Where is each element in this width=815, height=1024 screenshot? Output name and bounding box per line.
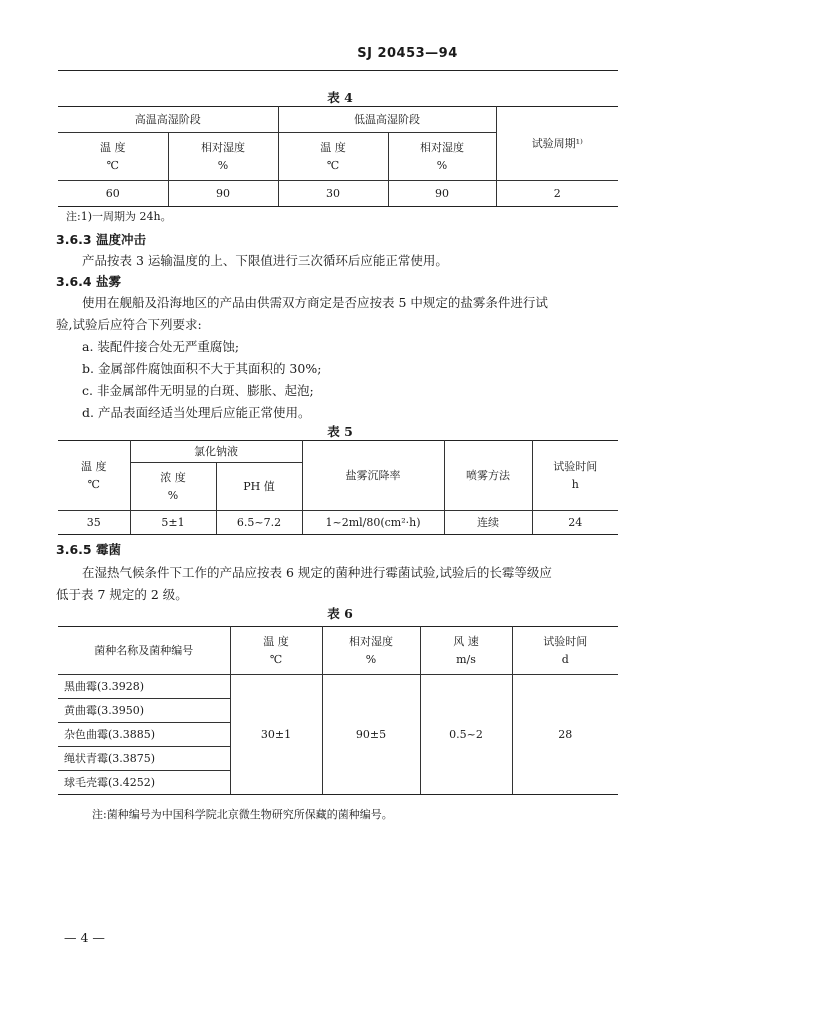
section-3-6-5-text2: 低于表 7 规定的 2 级。 xyxy=(56,587,188,602)
t6-time-header: 试验时间 d xyxy=(512,627,618,675)
t5-ph-header: PH 值 xyxy=(216,463,302,511)
t4-cell: 90 xyxy=(168,181,278,207)
t4-cell: 90 xyxy=(388,181,496,207)
t5-cell: 6.5~7.2 xyxy=(216,511,302,535)
t5-cell: 35 xyxy=(58,511,130,535)
table-4 xyxy=(58,106,618,207)
t5-conc-header: 浓 度 % xyxy=(130,463,216,511)
t5-time-header: 试验时间 h xyxy=(532,441,618,511)
t6-rh-header: 相对湿度 % xyxy=(322,627,420,675)
t4-cell: 60 xyxy=(58,181,168,207)
t5-rate-header: 盐雾沉降率 xyxy=(302,441,444,511)
section-3-6-4-text1: 使用在舰船及沿海地区的产品由供需双方商定是否应按表 5 中规定的盐雾条件进行试 xyxy=(82,295,548,310)
t5-cell: 连续 xyxy=(444,511,532,535)
section-3-6-4-text2: 验,试验后应符合下列要求: xyxy=(56,317,202,332)
t4-rh2-header: 相对湿度 % xyxy=(388,133,496,181)
t4-cell: 2 xyxy=(496,181,618,207)
t5-cell: 24 xyxy=(532,511,618,535)
table5-caption: 表 5 xyxy=(327,424,353,439)
t6-time-cell: 28 xyxy=(512,675,618,795)
section-3-6-5-title: 3.6.5 霉菌 xyxy=(56,542,121,557)
t5-cell: 1~2ml/80(cm²·h) xyxy=(302,511,444,535)
table4-caption: 表 4 xyxy=(327,90,353,105)
list-item: d. 产品表面经适当处理后应能正常使用。 xyxy=(82,405,311,420)
t4-temp2-header: 温 度 ℃ xyxy=(278,133,388,181)
table4-note: 注:1)一周期为 24h。 xyxy=(66,210,172,223)
table6-note: 注:菌种编号为中国科学院北京微生物研究所保藏的菌种编号。 xyxy=(92,808,393,821)
section-3-6-4-title: 3.6.4 盐雾 xyxy=(56,274,121,289)
t6-wind-header: 风 速 m/s xyxy=(420,627,512,675)
t4-period-header: 试验周期¹⁾ xyxy=(496,107,618,181)
t4-group-low: 低温高湿阶段 xyxy=(278,107,496,133)
t5-method-header: 喷雾方法 xyxy=(444,441,532,511)
t6-species-cell: 绳状青霉(3.3875) xyxy=(58,747,230,771)
t6-species-cell: 杂色曲霉(3.3885) xyxy=(58,723,230,747)
t5-cell: 5±1 xyxy=(130,511,216,535)
t6-temp-cell: 30±1 xyxy=(230,675,322,795)
t6-rh-cell: 90±5 xyxy=(322,675,420,795)
t4-rh1-header: 相对湿度 % xyxy=(168,133,278,181)
standard-number: SJ 20453—94 xyxy=(357,46,458,61)
table-6 xyxy=(58,626,618,795)
t4-temp1-header: 温 度 ℃ xyxy=(58,133,168,181)
list-item: c. 非金属部件无明显的白斑、膨胀、起泡; xyxy=(82,383,314,398)
t6-species-cell: 黑曲霉(3.3928) xyxy=(58,675,230,699)
t5-nacl-header: 氯化钠液 xyxy=(130,441,302,463)
t4-group-high: 高温高湿阶段 xyxy=(58,107,278,133)
t6-wind-cell: 0.5~2 xyxy=(420,675,512,795)
section-3-6-3-text: 产品按表 3 运输温度的上、下限值进行三次循环后应能正常使用。 xyxy=(82,253,448,268)
header-rule xyxy=(58,70,618,71)
t6-temp-header: 温 度 ℃ xyxy=(230,627,322,675)
t4-cell: 30 xyxy=(278,181,388,207)
section-3-6-5-text1: 在湿热气候条件下工作的产品应按表 6 规定的菌种进行霉菌试验,试验后的长霉等级应 xyxy=(82,565,552,580)
t5-temp-header: 温 度 ℃ xyxy=(58,441,130,511)
page-number: — 4 — xyxy=(64,930,105,945)
table-5 xyxy=(58,440,618,535)
list-item: a. 装配件接合处无严重腐蚀; xyxy=(82,339,240,354)
t6-species-cell: 黄曲霉(3.3950) xyxy=(58,699,230,723)
table6-caption: 表 6 xyxy=(327,606,353,621)
list-item: b. 金属部件腐蚀面积不大于其面积的 30%; xyxy=(82,361,322,376)
section-3-6-3-title: 3.6.3 温度冲击 xyxy=(56,232,146,247)
t6-species-cell: 球毛壳霉(3.4252) xyxy=(58,771,230,795)
t6-species-header: 菌种名称及菌种编号 xyxy=(58,627,230,675)
